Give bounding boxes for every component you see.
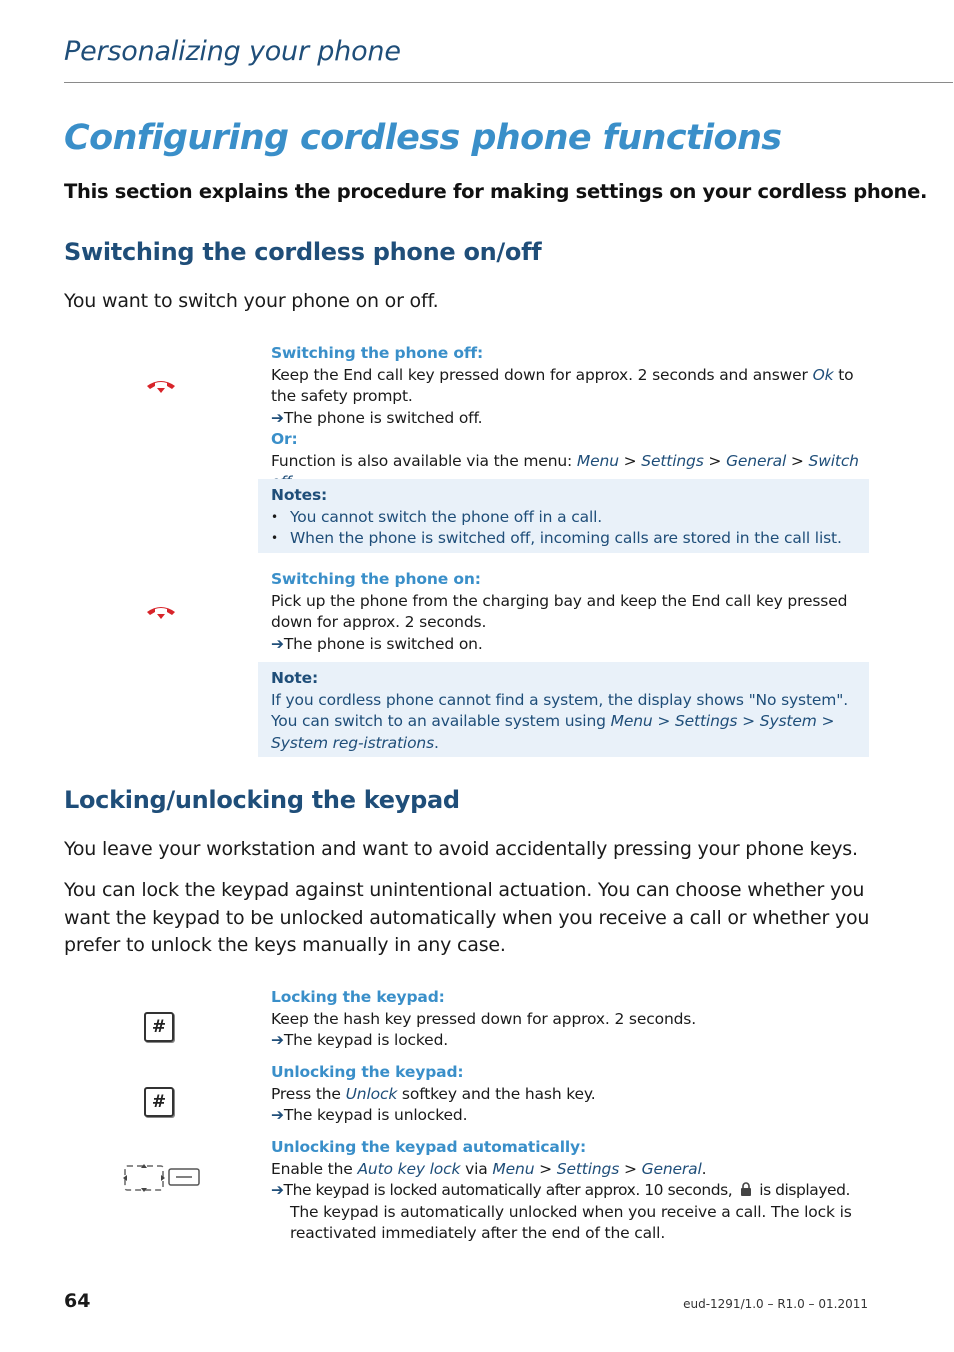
step-title: Unlocking the keypad: xyxy=(271,1063,464,1081)
note-text: If you cordless phone cannot find a system, the display shows "No system". You can switch to an available system using Menu > Settings > System > System reg-istrations. xyxy=(271,690,848,752)
step-text: Press the Unlock softkey and the hash key. xyxy=(271,1084,596,1103)
notes-title: Notes: xyxy=(271,486,328,504)
section-paragraph: You can lock the keypad against unintentional actuation. You can choose whether you want the keypad to be unlocked automatically when you receive a call or whether you prefer to unlock the keys manually in any case. xyxy=(64,879,870,956)
step-title: Unlocking the keypad automatically: xyxy=(271,1138,587,1156)
list-item: • You cannot switch the phone off in a call. xyxy=(271,507,859,529)
step-unlock-keypad xyxy=(271,1062,861,1127)
section-intro: You want to switch your phone on or off. xyxy=(64,290,439,312)
step-title: Switching the phone off: xyxy=(271,344,484,362)
section-heading-on-off: Switching the cordless phone on/off xyxy=(64,238,542,266)
section-paragraph: You leave your workstation and want to avoid accidentally pressing your phone keys. xyxy=(64,838,858,860)
end-call-icon xyxy=(144,603,178,621)
step-result: ➔The keypad is locked automatically after approx. 10 seconds, is displayed. xyxy=(271,1181,851,1199)
step-switch-off xyxy=(271,343,861,494)
step-result-detail: The keypad is automatically unlocked when you receive a call. The lock is reactivated immediately after the end of the call. xyxy=(290,1202,852,1242)
step-text: Keep the End call key pressed down for approx. 2 seconds and answer Ok to the safety prompt. xyxy=(271,365,854,405)
result-arrow-icon: ➔ xyxy=(271,1181,284,1199)
section-heading-keypad: Locking/unlocking the keypad xyxy=(64,786,460,814)
step-auto-unlock xyxy=(271,1137,861,1245)
header-divider xyxy=(64,82,953,83)
step-title: Locking the keypad: xyxy=(271,988,445,1006)
hash-key-icon: # xyxy=(144,1012,174,1042)
running-header: Personalizing your phone xyxy=(64,36,401,67)
end-call-icon xyxy=(144,377,178,395)
step-result: ➔The keypad is locked. xyxy=(271,1031,449,1049)
page-number: 64 xyxy=(64,1290,91,1312)
step-switch-on xyxy=(271,569,861,655)
page-title: Configuring cordless phone functions xyxy=(64,118,782,158)
or-label: Or: xyxy=(271,430,298,448)
menu-path: Function is also available via the menu: Menu > Settings > General > Switch xyxy=(271,451,859,470)
lead-paragraph: This section explains the procedure for making settings on your cordless phone. xyxy=(64,180,928,203)
hash-key-icon: # xyxy=(144,1087,174,1117)
note-title: Note: xyxy=(271,669,318,687)
result-arrow-icon: ➔ xyxy=(271,1031,284,1049)
step-result: ➔The phone is switched off. xyxy=(271,408,483,427)
result-arrow-icon: ➔ xyxy=(271,634,284,653)
step-text: Enable the Auto key lock via Menu > Settings > General. xyxy=(271,1159,707,1178)
step-result: ➔The phone is switched on. xyxy=(271,634,483,653)
list-item: • When the phone is switched off, incoming calls are stored in the call list. xyxy=(271,528,859,550)
note-box xyxy=(258,662,869,757)
step-result: ➔The keypad is unlocked. xyxy=(271,1106,468,1124)
result-arrow-icon: ➔ xyxy=(271,408,284,427)
ok-softkey-ref: Ok xyxy=(812,365,834,384)
navigation-key-icon xyxy=(123,1163,201,1193)
document-reference: eud-1291/1.0 – R1.0 – 01.2011 xyxy=(683,1297,868,1311)
step-text: Keep the hash key pressed down for approx. 2 seconds. xyxy=(271,1009,697,1028)
step-title: Switching the phone on: xyxy=(271,570,481,588)
step-text: Pick up the phone from the charging bay and keep the End call key pressed down for approx. 2 seconds. xyxy=(271,591,848,631)
unlock-softkey-ref: Unlock xyxy=(345,1084,398,1103)
result-arrow-icon: ➔ xyxy=(271,1106,284,1124)
step-lock-keypad xyxy=(271,987,861,1052)
lock-icon xyxy=(740,1182,752,1196)
notes-box xyxy=(258,479,869,553)
